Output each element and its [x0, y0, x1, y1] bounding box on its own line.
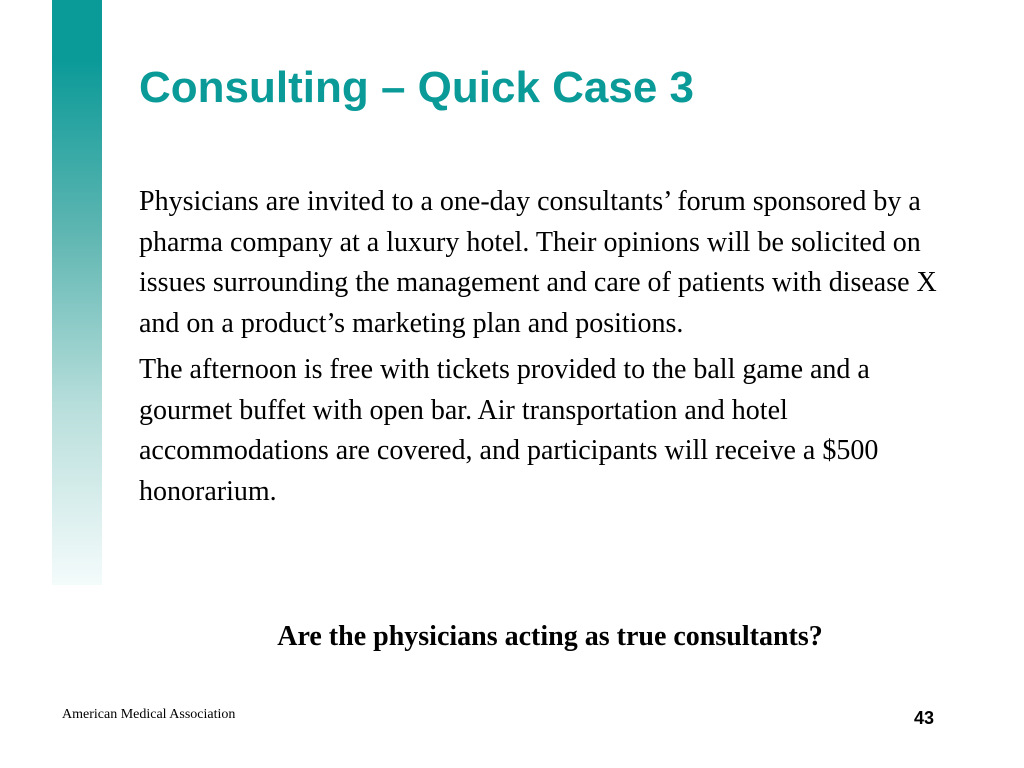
- slide-title: Consulting – Quick Case 3: [139, 63, 695, 112]
- discussion-question: Are the physicians acting as true consultants?: [277, 621, 823, 652]
- accent-bar: [52, 0, 102, 585]
- body-paragraph-2: The afternoon is free with tickets provided to the ball game and a gourmet buffet with open bar. Air transportation and hotel accommodations are covered, and participants will receive a $500 honorarium.: [139, 354, 879, 507]
- footer-organization: American Medical Association: [62, 707, 236, 722]
- page-number: 43: [913, 708, 934, 728]
- body-paragraph-1: Physicians are invited to a one-day consultants’ forum sponsored by a pharma company at a luxury hotel. Their opinions will be solicited on issues surrounding the management and care of patients with disease X and on a product’s marketing plan and positions.: [139, 186, 937, 339]
- slide-body: [139, 182, 969, 518]
